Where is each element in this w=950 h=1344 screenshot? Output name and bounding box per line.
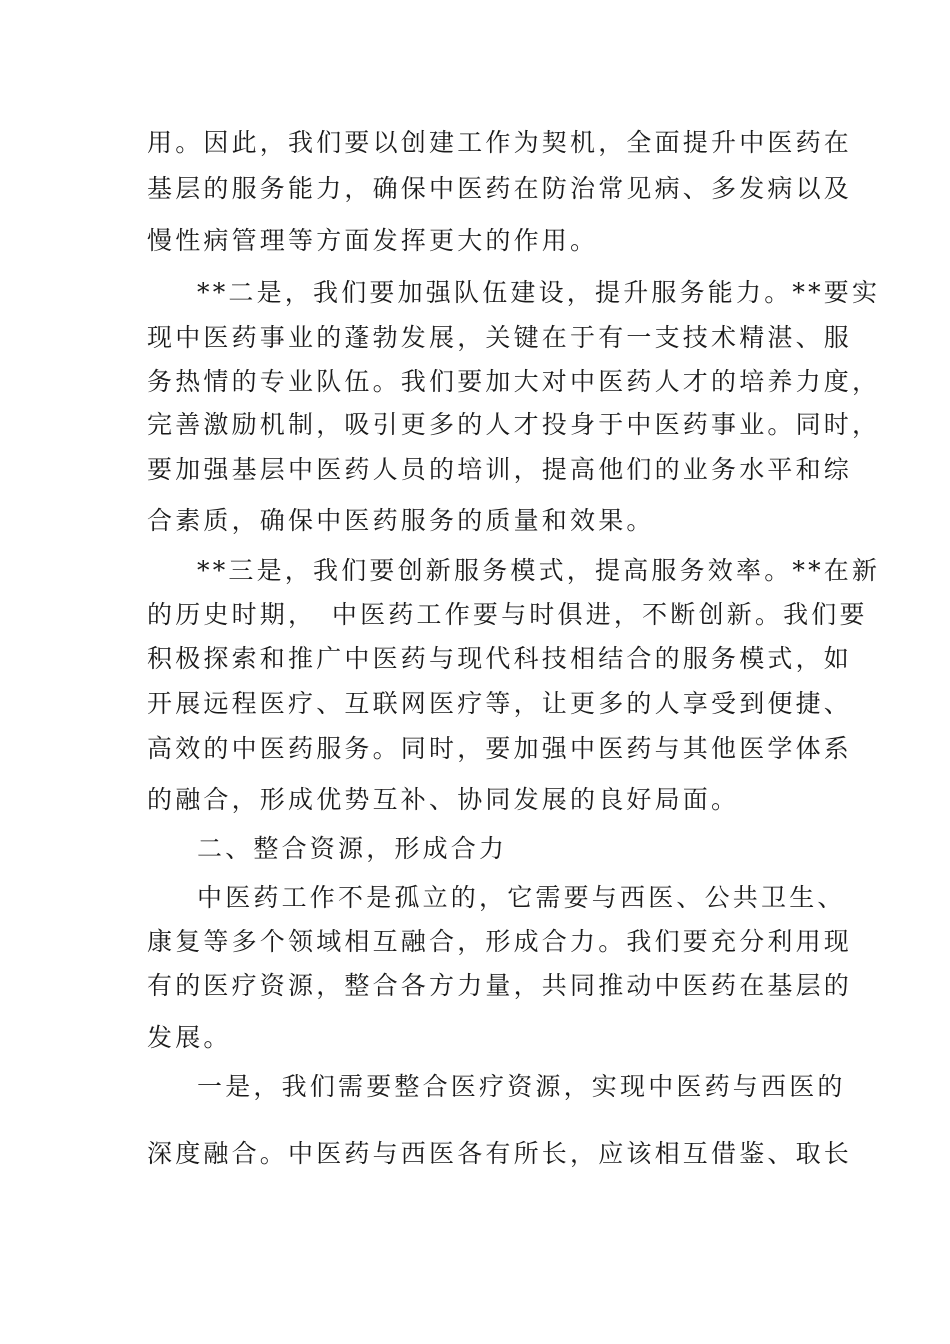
text-line: 开展远程医疗、互联网医疗等，让更多的人享受到便捷、 [147, 689, 853, 718]
text-line: 要加强基层中医药人员的培训，提高他们的业务水平和综 [147, 455, 853, 484]
text-line: 现中医药事业的蓬勃发展，关键在于有一支技术精湛、服 [147, 323, 853, 352]
text-line: 完善激励机制，吸引更多的人才投身于中医药事业。同时， [147, 410, 881, 439]
paragraph-start-line: **二是，我们要加强队伍建设，提升服务能力。**要实 [197, 278, 881, 307]
text-line: 深度融合。中医药与西医各有所长，应该相互借鉴、取长 [147, 1139, 853, 1168]
paragraph-start-line: **三是，我们要创新服务模式，提高服务效率。**在新 [197, 556, 881, 585]
paragraph-start-line: 中医药工作不是孤立的，它需要与西医、公共卫生、 [197, 883, 846, 912]
text-line: 发展。 [147, 1023, 232, 1052]
text-line: 有的医疗资源，整合各方力量，共同推动中医药在基层的 [147, 971, 853, 1000]
text-line: 高效的中医药服务。同时，要加强中医药与其他医学体系 [147, 734, 853, 763]
text-line: 基层的服务能力，确保中医药在防治常见病、多发病以及 [147, 174, 853, 203]
text-line: 的历史时期， 中医药工作要与时俱进，不断创新。我们要 [147, 600, 868, 629]
text-line: 积极探索和推广中医药与现代科技相结合的服务模式，如 [147, 644, 853, 673]
text-line: 合素质，确保中医药服务的质量和效果。 [147, 506, 655, 535]
text-line: 用。因此，我们要以创建工作为契机，全面提升中医药在 [147, 128, 853, 157]
paragraph-start-line: 一是，我们需要整合医疗资源，实现中医药与西医的 [197, 1072, 846, 1101]
text-line: 务热情的专业队伍。我们要加大对中医药人才的培养力度， [147, 367, 881, 396]
text-line: 慢性病管理等方面发挥更大的作用。 [147, 226, 599, 255]
section-heading: 二、整合资源，形成合力 [197, 834, 508, 863]
text-line: 康复等多个领域相互融合，形成合力。我们要充分利用现 [147, 927, 853, 956]
text-line: 的融合，形成优势互补、协同发展的良好局面。 [147, 785, 740, 814]
